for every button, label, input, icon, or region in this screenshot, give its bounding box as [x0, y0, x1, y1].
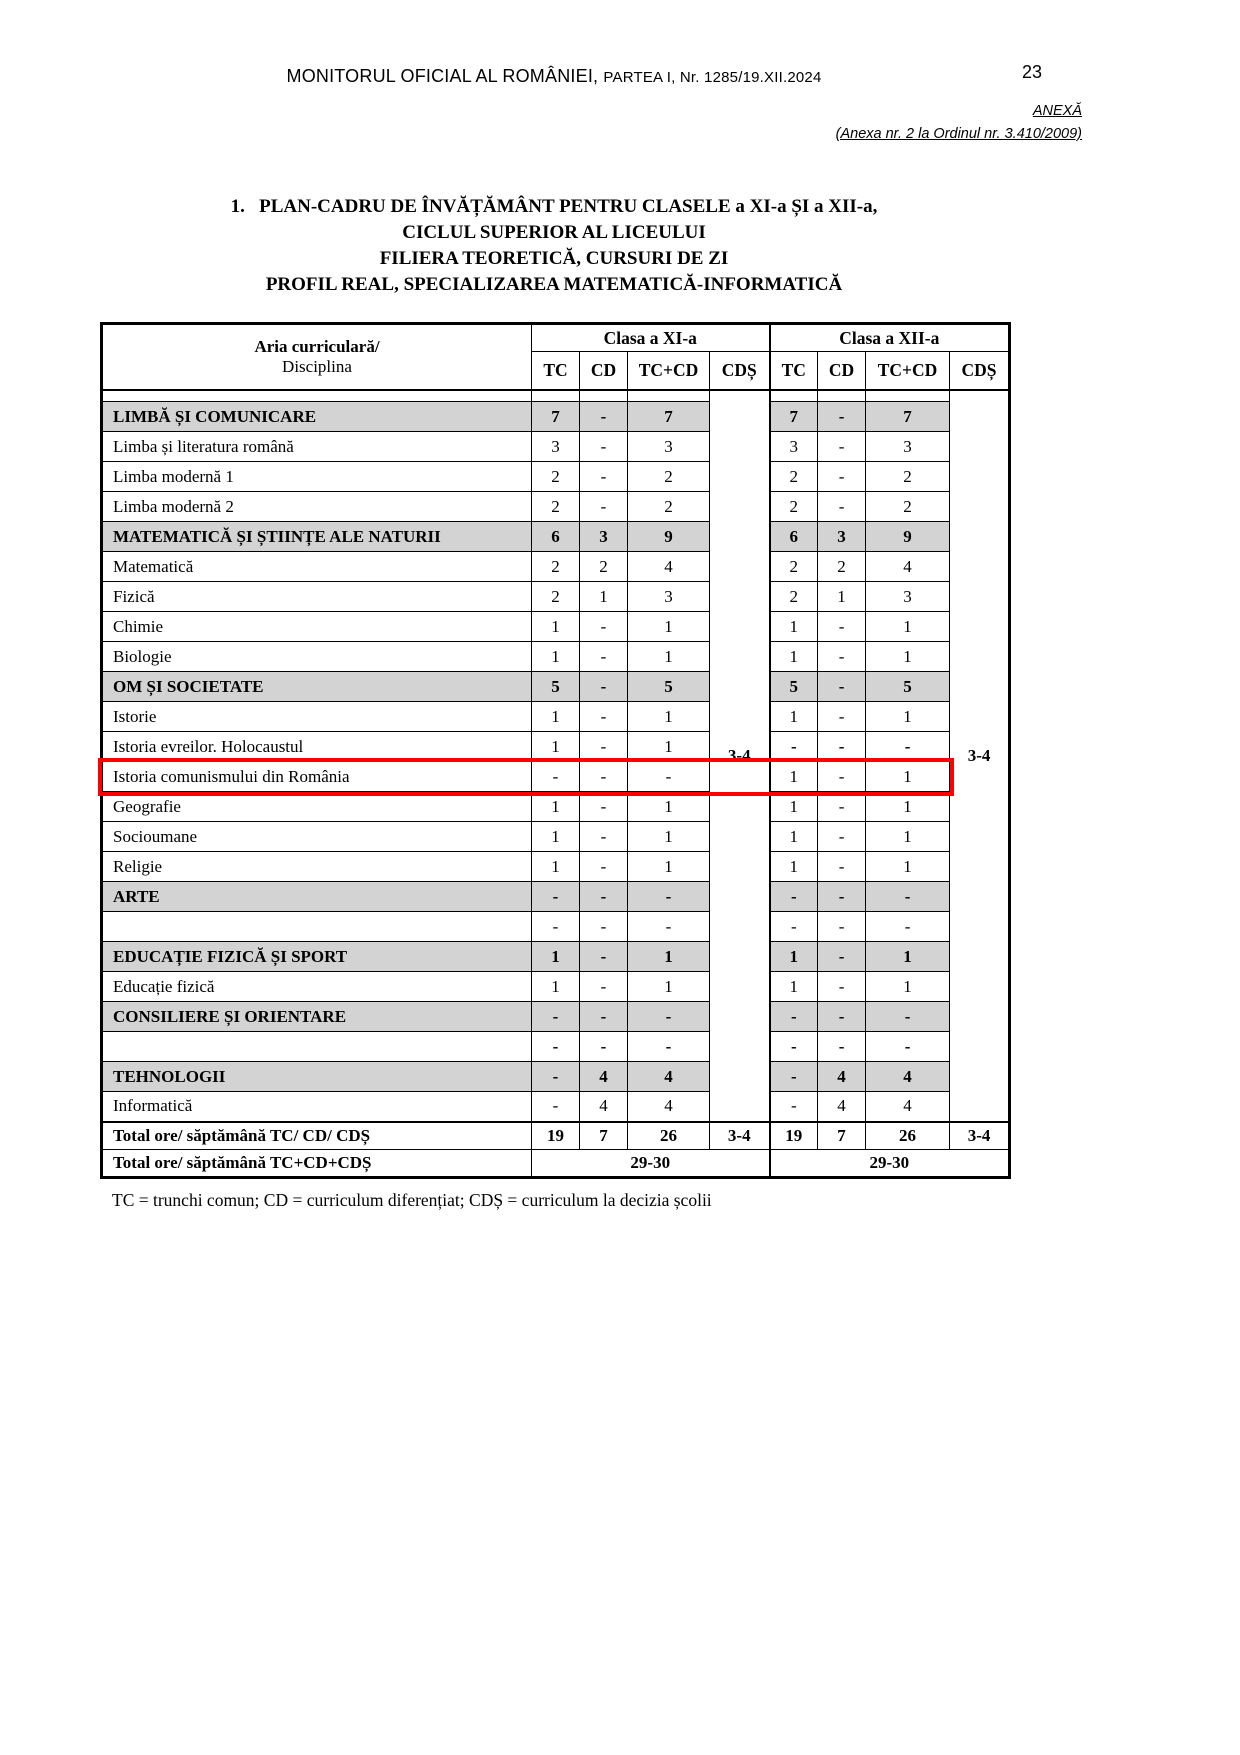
- table-row: [102, 612, 1010, 642]
- value-cell: 3: [532, 432, 580, 462]
- curriculum-table: [100, 322, 1011, 1179]
- value-cell: 1: [628, 642, 710, 672]
- value-cell: 1: [532, 732, 580, 762]
- value-cell: 2: [866, 462, 950, 492]
- row-label: [102, 1032, 532, 1062]
- value-cell: -: [770, 882, 818, 912]
- value-cell: 2: [580, 552, 628, 582]
- value-cell: 2: [866, 492, 950, 522]
- value-cell: 1: [532, 972, 580, 1002]
- value-cell: 6: [532, 522, 580, 552]
- value-cell: 7: [770, 402, 818, 432]
- table-row: [102, 402, 1010, 432]
- total-row2-label: Total ore/ săptămână TC+CD+CDȘ: [102, 1150, 532, 1178]
- value-cell: 1: [770, 942, 818, 972]
- row-label: Istoria comunismului din România: [102, 762, 532, 792]
- value-cell: -: [628, 1032, 710, 1062]
- value-cell: 7: [628, 402, 710, 432]
- page-header: [100, 66, 1008, 87]
- row-label: Religie: [102, 852, 532, 882]
- row-label: Matematică: [102, 552, 532, 582]
- header-journal-name: MONITORUL OFICIAL AL ROMÂNIEI,: [286, 66, 599, 86]
- value-cell: -: [770, 1002, 818, 1032]
- value-cell: -: [770, 1062, 818, 1092]
- total-value-cell: 26: [866, 1122, 950, 1150]
- value-cell: -: [532, 1092, 580, 1122]
- value-cell: -: [818, 792, 866, 822]
- total-value-cell: 3-4: [710, 1122, 770, 1150]
- col-header-xi-cd: CD: [580, 352, 628, 390]
- table-row: [102, 432, 1010, 462]
- value-cell: -: [818, 942, 866, 972]
- value-cell: -: [580, 972, 628, 1002]
- value-cell: -: [580, 732, 628, 762]
- value-cell: -: [628, 912, 710, 942]
- value-cell: -: [818, 732, 866, 762]
- value-cell: 1: [866, 702, 950, 732]
- value-cell: 1: [628, 852, 710, 882]
- header-row-1: [102, 324, 1010, 352]
- value-cell: 1: [770, 612, 818, 642]
- value-cell: 5: [866, 672, 950, 702]
- value-cell: -: [580, 882, 628, 912]
- value-cell: 1: [628, 822, 710, 852]
- value-cell: -: [866, 882, 950, 912]
- aria-header-line2: Disciplina: [282, 356, 352, 376]
- value-cell: -: [532, 1032, 580, 1062]
- spacer-cell: [628, 390, 710, 402]
- value-cell: -: [532, 1002, 580, 1032]
- row-label: Istoria evreilor. Holocaustul: [102, 732, 532, 762]
- col-header-xii-cd: CDȘ: [950, 352, 1010, 390]
- value-cell: -: [818, 462, 866, 492]
- value-cell: 1: [628, 702, 710, 732]
- value-cell: 4: [580, 1092, 628, 1122]
- row-label: OM ȘI SOCIETATE: [102, 672, 532, 702]
- value-cell: -: [818, 402, 866, 432]
- aria-column-header: [102, 324, 532, 390]
- value-cell: 3: [866, 582, 950, 612]
- value-cell: 4: [628, 1062, 710, 1092]
- value-cell: 2: [532, 492, 580, 522]
- footnote: TC = trunchi comun; CD = curriculum diferențiat; CDȘ = curriculum la decizia școlii: [112, 1190, 712, 1210]
- value-cell: -: [580, 492, 628, 522]
- row-label: MATEMATICĂ ȘI ȘTIINȚE ALE NATURII: [102, 522, 532, 552]
- value-cell: 1: [770, 702, 818, 732]
- value-cell: 1: [866, 642, 950, 672]
- col-header-xii-cd: CD: [818, 352, 866, 390]
- value-cell: -: [628, 762, 710, 792]
- value-cell: 1: [532, 852, 580, 882]
- title-line-2: CICLUL SUPERIOR AL LICEULUI: [402, 222, 706, 243]
- value-cell: -: [818, 672, 866, 702]
- row-label: Limba și literatura română: [102, 432, 532, 462]
- value-cell: 1: [532, 942, 580, 972]
- total-sum-xii: 29-30: [770, 1150, 1010, 1178]
- value-cell: 1: [532, 822, 580, 852]
- value-cell: 2: [532, 462, 580, 492]
- value-cell: 4: [866, 1062, 950, 1092]
- spacer-cell: [532, 390, 580, 402]
- value-cell: -: [532, 882, 580, 912]
- table-row: [102, 672, 1010, 702]
- value-cell: -: [580, 462, 628, 492]
- table-row: [102, 792, 1010, 822]
- value-cell: 4: [628, 1092, 710, 1122]
- row-label: Socioumane: [102, 822, 532, 852]
- value-cell: 2: [770, 552, 818, 582]
- value-cell: 3: [628, 582, 710, 612]
- value-cell: 1: [866, 972, 950, 1002]
- col-header-xii-tc+cd: TC+CD: [866, 352, 950, 390]
- value-cell: 2: [770, 492, 818, 522]
- value-cell: 1: [866, 762, 950, 792]
- total-value-cell: 19: [770, 1122, 818, 1150]
- cds-merged-xi: 3-4: [710, 390, 770, 1122]
- table-row: [102, 972, 1010, 1002]
- value-cell: 1: [628, 792, 710, 822]
- title-line-3: FILIERA TEORETICĂ, CURSURI DE ZI: [379, 248, 729, 269]
- annex-reference: (Anexa nr. 2 la Ordinul nr. 3.410/2009): [835, 126, 1082, 142]
- value-cell: -: [818, 642, 866, 672]
- row-label: CONSILIERE ȘI ORIENTARE: [102, 1002, 532, 1032]
- table-row: [102, 882, 1010, 912]
- row-label: Educație fizică: [102, 972, 532, 1002]
- value-cell: 4: [866, 552, 950, 582]
- row-label: Istorie: [102, 702, 532, 732]
- value-cell: 1: [770, 852, 818, 882]
- value-cell: -: [580, 1002, 628, 1032]
- value-cell: -: [580, 852, 628, 882]
- value-cell: -: [580, 702, 628, 732]
- table-row: [102, 912, 1010, 942]
- total-value-cell: 3-4: [950, 1122, 1010, 1150]
- value-cell: -: [770, 912, 818, 942]
- table-row: [102, 822, 1010, 852]
- total-row-tc-cd-cds: [102, 1122, 1010, 1150]
- row-label: Chimie: [102, 612, 532, 642]
- value-cell: 9: [866, 522, 950, 552]
- total-value-cell: 7: [580, 1122, 628, 1150]
- value-cell: 1: [866, 612, 950, 642]
- value-cell: -: [628, 1002, 710, 1032]
- total-row1-label: Total ore/ săptămână TC/ CD/ CDȘ: [102, 1122, 532, 1150]
- value-cell: 4: [580, 1062, 628, 1092]
- spacer-cell: [580, 390, 628, 402]
- value-cell: -: [818, 612, 866, 642]
- value-cell: 1: [532, 642, 580, 672]
- value-cell: -: [580, 822, 628, 852]
- col-header-xi-tc+cd: TC+CD: [628, 352, 710, 390]
- annex-label: ANEXĂ: [1032, 103, 1082, 119]
- value-cell: 5: [770, 672, 818, 702]
- value-cell: -: [628, 882, 710, 912]
- value-cell: 1: [628, 972, 710, 1002]
- value-cell: -: [770, 732, 818, 762]
- value-cell: 3: [770, 432, 818, 462]
- table-row: [102, 702, 1010, 732]
- row-label: Informatică: [102, 1092, 532, 1122]
- row-label: Geografie: [102, 792, 532, 822]
- table-row: [102, 942, 1010, 972]
- spacer-cell: [102, 390, 532, 402]
- value-cell: -: [818, 432, 866, 462]
- table-row: [102, 1062, 1010, 1092]
- value-cell: 4: [866, 1092, 950, 1122]
- total-sum-xi: 29-30: [532, 1150, 770, 1178]
- value-cell: -: [532, 762, 580, 792]
- value-cell: 1: [770, 642, 818, 672]
- value-cell: -: [818, 852, 866, 882]
- value-cell: 7: [532, 402, 580, 432]
- value-cell: -: [866, 912, 950, 942]
- table-row: [102, 492, 1010, 522]
- value-cell: -: [770, 1032, 818, 1062]
- value-cell: 1: [770, 762, 818, 792]
- value-cell: -: [818, 1032, 866, 1062]
- value-cell: 1: [628, 732, 710, 762]
- value-cell: -: [580, 792, 628, 822]
- value-cell: -: [580, 1032, 628, 1062]
- value-cell: 7: [866, 402, 950, 432]
- value-cell: -: [580, 402, 628, 432]
- value-cell: 2: [770, 462, 818, 492]
- col-header-xii-tc: TC: [770, 352, 818, 390]
- value-cell: -: [770, 1092, 818, 1122]
- value-cell: 1: [580, 582, 628, 612]
- value-cell: 5: [532, 672, 580, 702]
- row-label: Limba modernă 1: [102, 462, 532, 492]
- value-cell: 6: [770, 522, 818, 552]
- value-cell: -: [818, 972, 866, 1002]
- value-cell: 2: [532, 582, 580, 612]
- value-cell: -: [580, 942, 628, 972]
- value-cell: -: [532, 1062, 580, 1092]
- row-label: ARTE: [102, 882, 532, 912]
- spacer-row: [102, 390, 1010, 402]
- class-xii-header: Clasa a XII-a: [770, 324, 1010, 352]
- value-cell: -: [818, 492, 866, 522]
- spacer-cell: [866, 390, 950, 402]
- row-label: Fizică: [102, 582, 532, 612]
- table-row: [102, 1002, 1010, 1032]
- value-cell: 1: [628, 942, 710, 972]
- row-label: EDUCAȚIE FIZICĂ ȘI SPORT: [102, 942, 532, 972]
- value-cell: 1: [818, 582, 866, 612]
- value-cell: 1: [532, 612, 580, 642]
- value-cell: 1: [866, 852, 950, 882]
- spacer-cell: [770, 390, 818, 402]
- value-cell: 1: [866, 822, 950, 852]
- value-cell: -: [580, 672, 628, 702]
- annex-block: [100, 100, 1082, 146]
- value-cell: 4: [818, 1062, 866, 1092]
- title-line-1: 1. PLAN-CADRU DE ÎNVĂȚĂMÂNT PENTRU CLASELE a XI-a ȘI a XII-a,: [230, 196, 878, 217]
- class-xi-header: Clasa a XI-a: [532, 324, 770, 352]
- value-cell: 2: [628, 492, 710, 522]
- col-header-xi-cd: CDȘ: [710, 352, 770, 390]
- value-cell: 5: [628, 672, 710, 702]
- total-value-cell: 7: [818, 1122, 866, 1150]
- value-cell: 2: [532, 552, 580, 582]
- row-label: Biologie: [102, 642, 532, 672]
- value-cell: -: [580, 642, 628, 672]
- value-cell: 2: [770, 582, 818, 612]
- value-cell: 1: [532, 702, 580, 732]
- table-row: [102, 642, 1010, 672]
- value-cell: 1: [770, 822, 818, 852]
- table-row: [102, 732, 1010, 762]
- value-cell: 3: [580, 522, 628, 552]
- page-number: 23: [1022, 62, 1043, 82]
- col-header-xi-tc: TC: [532, 352, 580, 390]
- value-cell: -: [580, 762, 628, 792]
- row-label: LIMBĂ ȘI COMUNICARE: [102, 402, 532, 432]
- header-issue-info: PARTEA I, Nr. 1285/19.XII.2024: [603, 69, 822, 86]
- value-cell: -: [818, 822, 866, 852]
- aria-header-line1: Aria curriculară/: [254, 336, 380, 356]
- value-cell: -: [866, 1002, 950, 1032]
- value-cell: -: [818, 1002, 866, 1032]
- value-cell: -: [866, 732, 950, 762]
- value-cell: -: [818, 762, 866, 792]
- total-value-cell: 26: [628, 1122, 710, 1150]
- value-cell: -: [818, 702, 866, 732]
- document-title: [100, 194, 1008, 298]
- table-row: [102, 582, 1010, 612]
- table-row: [102, 552, 1010, 582]
- value-cell: 3: [866, 432, 950, 462]
- value-cell: 3: [628, 432, 710, 462]
- row-label: [102, 912, 532, 942]
- spacer-cell: [818, 390, 866, 402]
- value-cell: 1: [866, 942, 950, 972]
- cds-merged-xii: 3-4: [950, 390, 1010, 1122]
- value-cell: -: [580, 432, 628, 462]
- table-row: [102, 852, 1010, 882]
- highlighted-row: [102, 762, 1010, 792]
- value-cell: 1: [628, 612, 710, 642]
- total-value-cell: 19: [532, 1122, 580, 1150]
- value-cell: 9: [628, 522, 710, 552]
- table-row: [102, 1092, 1010, 1122]
- value-cell: -: [580, 612, 628, 642]
- value-cell: 1: [532, 792, 580, 822]
- value-cell: 4: [818, 1092, 866, 1122]
- table-row: [102, 522, 1010, 552]
- value-cell: 1: [770, 972, 818, 1002]
- value-cell: -: [818, 882, 866, 912]
- value-cell: -: [866, 1032, 950, 1062]
- row-label: Limba modernă 2: [102, 492, 532, 522]
- value-cell: -: [818, 912, 866, 942]
- row-label: TEHNOLOGII: [102, 1062, 532, 1092]
- value-cell: -: [580, 912, 628, 942]
- value-cell: 4: [628, 552, 710, 582]
- value-cell: 2: [628, 462, 710, 492]
- table-row: [102, 462, 1010, 492]
- value-cell: 3: [818, 522, 866, 552]
- total-row-tc-cd-plus-cds: [102, 1150, 1010, 1178]
- value-cell: 1: [866, 792, 950, 822]
- value-cell: -: [532, 912, 580, 942]
- value-cell: 2: [818, 552, 866, 582]
- value-cell: 1: [770, 792, 818, 822]
- title-line-4: PROFIL REAL, SPECIALIZAREA MATEMATICĂ-INFORMATICĂ: [265, 274, 843, 295]
- table-row: [102, 1032, 1010, 1062]
